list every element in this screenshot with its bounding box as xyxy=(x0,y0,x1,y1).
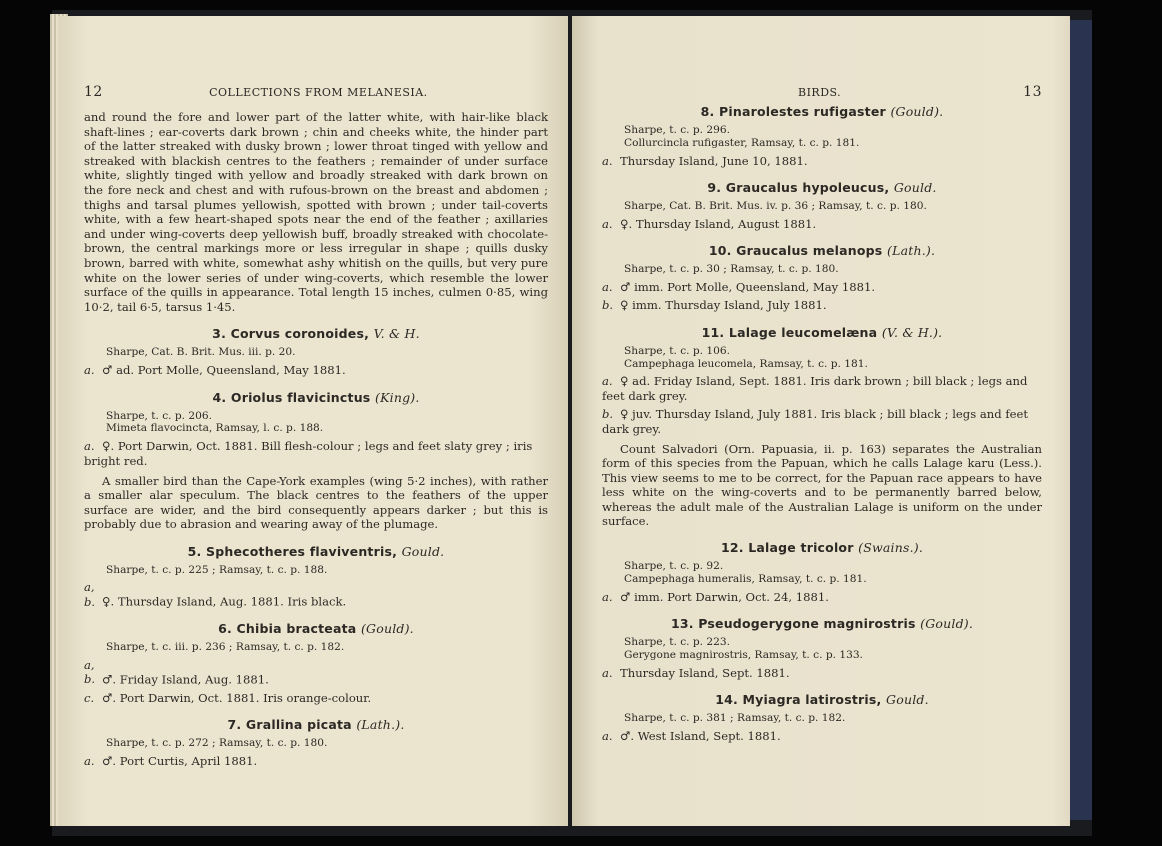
specimen-line xyxy=(84,658,548,687)
specimen-label: a. xyxy=(84,363,95,378)
species-entry xyxy=(84,621,548,705)
species-author: (King). xyxy=(375,389,420,405)
specimen-label: a. xyxy=(602,666,613,681)
species-entry xyxy=(602,616,1042,680)
specimen-label: a. xyxy=(602,280,613,294)
species-author: Gould. xyxy=(893,180,937,195)
species-entry xyxy=(84,326,548,377)
specimen-text: ♂. Port Curtis, April 1881. xyxy=(102,753,258,768)
species-name: 10. Graucalus melanops xyxy=(708,243,883,259)
species-entry xyxy=(84,717,548,768)
specimen-text: ♂. West Island, Sept. 1881. xyxy=(620,729,781,744)
right-running-head: BIRDS. xyxy=(798,86,842,99)
species-title xyxy=(84,544,548,559)
specimen-text: ♂. Port Darwin, Oct. 1881. Iris orange-colour. xyxy=(102,690,372,705)
specimen-text: ♀ juv. Thursday Island, July 1881. Iris black ; bill black ; legs and feet dark grey. xyxy=(602,407,1028,436)
specimen-line xyxy=(602,407,1042,436)
species-entry xyxy=(602,104,1042,168)
species-author: (V. & H.). xyxy=(881,324,943,340)
species-entry xyxy=(602,180,1042,231)
species-author: (Swains.). xyxy=(858,540,924,556)
reference-line: Gerygone magnirostris, Ramsay, t. c. p. 133. xyxy=(624,649,863,662)
species-title xyxy=(602,325,1042,340)
species-author: (Gould). xyxy=(360,621,414,637)
species-name: 8. Pinarolestes rufigaster xyxy=(700,104,886,119)
specimen-label: a, b. xyxy=(84,657,96,687)
left-species-list xyxy=(84,326,548,768)
specimen-text: ♂ ad. Port Molle, Queensland, May 1881. xyxy=(102,363,346,378)
specimen-line xyxy=(602,298,1042,312)
species-title xyxy=(602,616,1042,631)
species-name: 3. Corvus coronoides, xyxy=(212,326,370,342)
specimen-line xyxy=(602,729,1042,743)
specimen-text: ♂ imm. Port Darwin, Oct. 24, 1881. xyxy=(620,590,829,605)
species-title xyxy=(602,180,1042,195)
specimen-line xyxy=(602,217,1042,231)
specimen-line xyxy=(602,154,1042,168)
species-name: 9. Graucalus hypoleucus, xyxy=(707,180,890,195)
reference-line: Sharpe, t. c. p. 106. xyxy=(624,344,731,357)
species-title xyxy=(602,104,1042,119)
species-title xyxy=(84,390,548,405)
reference-line: Sharpe, Cat. B. Brit. Mus. iii. p. 20. xyxy=(106,346,296,359)
specimen-label: a. xyxy=(602,374,613,389)
specimen-label: a, b. xyxy=(84,580,96,609)
reference-line: Mimeta flavocincta, Ramsay, l. c. p. 188. xyxy=(106,422,324,435)
species-title xyxy=(84,621,548,636)
specimen-text: ♂ imm. Port Molle, Queensland, May 1881. xyxy=(620,280,876,294)
species-name: 4. Oriolus flavicinctus xyxy=(212,389,371,405)
specimen-label: b. xyxy=(602,298,614,313)
species-name: 11. Lalage leucomelæna xyxy=(701,324,878,340)
reference-line: Collurcincla rufigaster, Ramsay, t. c. p. 181. xyxy=(624,136,860,149)
species-author: V. & H. xyxy=(373,326,420,342)
species-name: 7. Grallina picata xyxy=(227,717,352,733)
reference-line: Sharpe, t. c. iii. p. 236 ; Ramsay, t. c. p. 182. xyxy=(106,641,345,654)
specimen-line xyxy=(602,280,1042,294)
right-page-header xyxy=(602,84,1042,100)
species-name: 14. Myiagra latirostris, xyxy=(715,692,882,708)
species-author: (Lath.). xyxy=(356,717,405,733)
specimen-line xyxy=(84,754,548,768)
reference-line: Sharpe, t. c. p. 30 ; Ramsay, t. c. p. 180. xyxy=(624,263,839,276)
species-author: (Gould). xyxy=(920,616,974,632)
species-title xyxy=(84,717,548,732)
species-entry xyxy=(84,390,548,532)
species-entry xyxy=(602,540,1042,604)
specimen-label: a. xyxy=(602,216,613,231)
reference-line: Sharpe, t. c. p. 296. xyxy=(624,124,731,136)
specimen-text: ♀. Port Darwin, Oct. 1881. Bill flesh-colour ; legs and feet slaty grey ; iris bright red. xyxy=(84,439,533,468)
right-page xyxy=(572,16,1070,826)
specimen-label: a. xyxy=(84,753,95,768)
specimen-line xyxy=(84,580,548,609)
species-name: 6. Chibia bracteata xyxy=(218,621,357,637)
specimen-text: ♂. Friday Island, Aug. 1881. xyxy=(102,672,269,687)
reference-line: Sharpe, t. c. p. 92. xyxy=(624,560,724,573)
reference-line: Sharpe, t. c. p. 206. xyxy=(106,409,213,422)
specimen-text: ♀ ad. Friday Island, Sept. 1881. Iris dark brown ; bill black ; legs and feet dark grey. xyxy=(602,374,1028,403)
reference-line: Sharpe, Cat. B. Brit. Mus. iv. p. 36 ; Ramsay, t. c. p. 180. xyxy=(624,200,927,212)
species-name: 12. Lalage tricolor xyxy=(720,540,854,556)
specimen-text: ♀. Thursday Island, Aug. 1881. Iris black. xyxy=(102,594,347,609)
specimen-text: Thursday Island, Sept. 1881. xyxy=(620,666,790,681)
species-title xyxy=(602,692,1042,707)
species-author: Gould. xyxy=(886,692,929,708)
specimen-text: ♀. Thursday Island, August 1881. xyxy=(620,216,817,231)
species-name: 13. Pseudogerygone magnirostris xyxy=(670,616,916,632)
species-name: 5. Sphecotheres flaviventris, xyxy=(187,543,398,559)
left-page xyxy=(58,16,568,826)
specimen-label: b. xyxy=(602,407,614,422)
species-title xyxy=(602,243,1042,258)
species-note: Count Salvadori (Orn. Papuasia, ii. p. 163) separates the Australian form of this species from the Papuan, which he calls Lalage karu (Less.). This view seems to me to be correct, for the Papuan race appears to have less white on the wing-coverts and to be permanently barred below, whereas the adult male of the Australian Lalage is uniform on the under surface. xyxy=(602,442,1042,529)
specimen-line xyxy=(602,374,1042,403)
reference-line: Sharpe, t. c. p. 225 ; Ramsay, t. c. p. 188. xyxy=(106,563,328,576)
book-cover-edge xyxy=(1070,20,1092,820)
left-page-number: 12 xyxy=(84,84,103,100)
species-note: A smaller bird than the Cape-York examples (wing 5·2 inches), with rather a smaller alar speculum. The black centres to the feathers of the upper surface are wider, and the bird consequently appears darker ; but this is probably due to abrasion and wearing away of the plumage. xyxy=(84,473,548,532)
specimen-text: Thursday Island, June 10, 1881. xyxy=(620,153,808,168)
left-running-head: COLLECTIONS FROM MELANESIA. xyxy=(209,86,428,99)
reference-line: Campephaga leucomela, Ramsay, t. c. p. 181. xyxy=(624,357,868,370)
specimen-label: c. xyxy=(84,690,95,705)
reference-line: Campephaga humeralis, Ramsay, t. c. p. 181. xyxy=(624,573,867,586)
species-author: Gould. xyxy=(401,543,445,559)
specimen-label: a. xyxy=(84,439,95,454)
species-author: (Lath.). xyxy=(887,243,936,259)
specimen-label: a. xyxy=(602,590,613,605)
specimen-label: a. xyxy=(602,729,613,744)
specimen-line xyxy=(84,691,548,705)
species-entry xyxy=(602,243,1042,313)
intro-paragraph: and round the fore and lower part of the latter white, with hair-like black shaft-lines ; ear-coverts dark brown ; chin and cheeks white, the hinder part of the latter streaked with dusky brown ; lower throat tinged with yellow and streaked with blackish centres to the feathers ; remainder of under surface white, slightly tinged with yellow and broadly streaked with dark brown on the fore neck and chest and with rufous-brown on the breast and abdomen ; thighs and tarsal plumes yellowish, spotted with brown ; under tail-coverts white, with a few heart-shaped spots near the end of the feather ; axillaries and under wing-coverts deep yellowish buff, broadly streaked with chocolate-brown, the central markings more or less irregular in shape ; quills dusky brown, barred with white, somewhat ashy whitish on the quills, but very pure white on the lower series of under wing-coverts, which resemble the lower surface of the quills in appearance. Total length 15 inches, culmen 0·85, wing 10·2, tail 6·5, tarsus 1·45. xyxy=(84,110,548,314)
specimen-label: a. xyxy=(602,153,613,168)
reference-line: Sharpe, t. c. p. 381 ; Ramsay, t. c. p. 182. xyxy=(624,712,846,725)
reference-line: Sharpe, t. c. p. 223. xyxy=(624,636,731,649)
species-entry xyxy=(84,544,548,610)
species-title xyxy=(602,540,1042,555)
right-page-number: 13 xyxy=(1023,84,1042,100)
species-title xyxy=(84,326,548,341)
specimen-line xyxy=(84,439,548,468)
specimen-text: ♀ imm. Thursday Island, July 1881. xyxy=(620,298,827,313)
reference-line: Sharpe, t. c. p. 272 ; Ramsay, t. c. p. 180. xyxy=(106,737,328,750)
specimen-line xyxy=(602,666,1042,680)
species-author: (Gould). xyxy=(890,104,944,119)
right-species-list xyxy=(602,104,1042,744)
specimen-line xyxy=(602,590,1042,604)
specimen-line xyxy=(84,363,548,377)
left-page-header xyxy=(84,84,548,100)
species-entry xyxy=(602,325,1042,529)
species-entry xyxy=(602,692,1042,743)
